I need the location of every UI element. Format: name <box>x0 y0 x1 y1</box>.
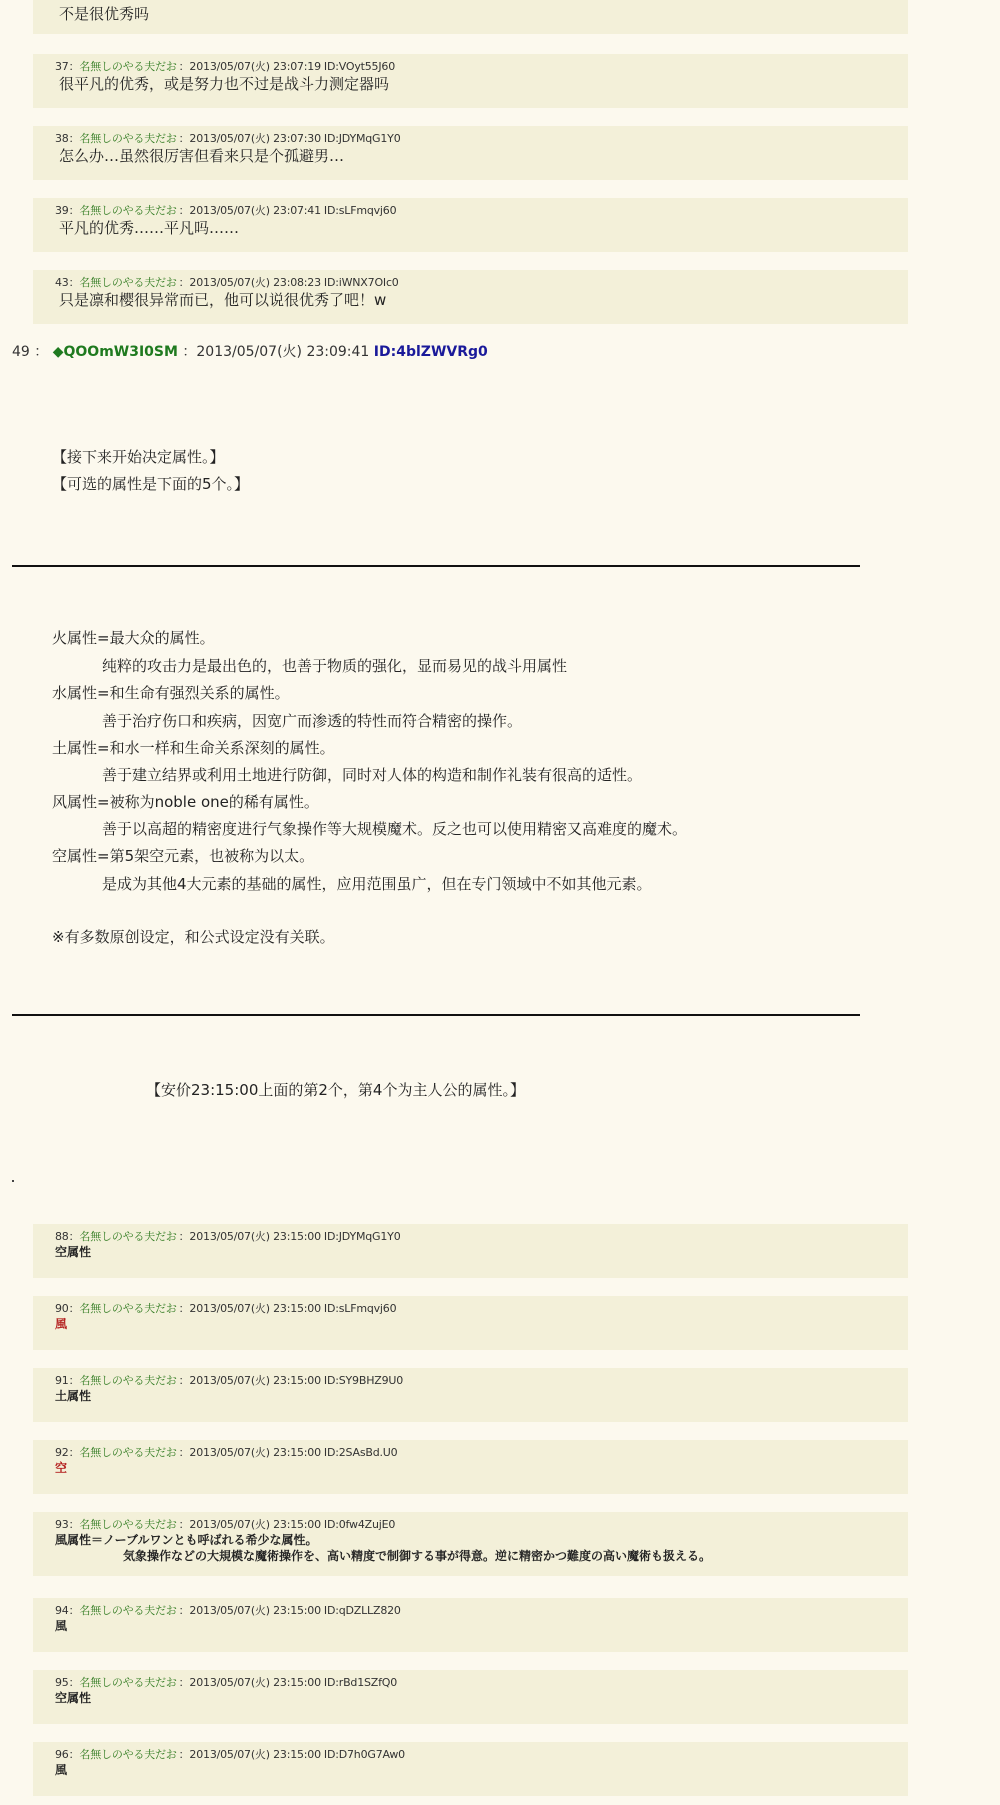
reply-timestamp: ：2013/05/07(火) 23:07:30 <box>178 132 321 145</box>
reply-author-name[interactable]: 名無しのやる夫だお <box>79 1604 177 1617</box>
fire-attribute: 火属性=最大众的属性。 <box>52 629 215 647</box>
reply-text-line: 土属性 <box>55 1389 92 1403</box>
sky-attribute-desc: 是成为其他4大元素的基础的属性，应用范围虽广，但在专门领域中不如其他元素。 <box>102 875 652 893</box>
reply-quote <box>33 1598 908 1652</box>
reply-id[interactable]: ID:VOyt55J60 <box>323 60 395 73</box>
reply-text <box>55 1388 908 1404</box>
reply-text: 不是很优秀吗 <box>59 5 150 23</box>
reply-id[interactable]: ID:rBd1SZfQ0 <box>323 1676 398 1689</box>
earth-attribute: 土属性=和水一样和生命关系深刻的属性。 <box>52 739 335 757</box>
reply-number: 37 <box>55 60 69 73</box>
reply-timestamp: ：2013/05/07(火) 23:15:00 <box>178 1518 321 1531</box>
post-timestamp: ：2013/05/07(火) 23:09:41 <box>182 344 370 360</box>
reply-separator: ： <box>68 1302 80 1315</box>
reply-id[interactable]: ID:iWNX7OIc0 <box>323 276 399 289</box>
reply-author-name[interactable]: 名無しのやる夫だお <box>79 1374 177 1387</box>
reply-author-name[interactable]: 名無しのやる夫だお <box>79 1676 177 1689</box>
reply-text-line: 很平凡的优秀，或是努力也不过是战斗力测定器吗 <box>59 75 390 93</box>
reply-separator: ： <box>68 1374 80 1387</box>
reply-id[interactable]: ID:SY9BHZ9U0 <box>323 1374 404 1387</box>
reply-quote <box>33 1224 908 1278</box>
reply-quote <box>33 1512 908 1576</box>
reply-timestamp: ：2013/05/07(火) 23:15:00 <box>178 1230 321 1243</box>
reply-text <box>55 1532 908 1564</box>
reply-text-line: 風 <box>55 1317 68 1331</box>
reply-author-name[interactable]: 名無しのやる夫だお <box>79 1302 177 1315</box>
reply-text <box>55 74 908 94</box>
reply-header <box>55 1598 908 1618</box>
reply-separator: ： <box>68 1604 80 1617</box>
reply-author-name[interactable]: 名無しのやる夫だお <box>79 276 177 289</box>
reply-number: 92 <box>55 1446 69 1459</box>
reply-quote-partial <box>33 0 908 34</box>
reply-timestamp: ：2013/05/07(火) 23:15:00 <box>178 1748 321 1761</box>
reply-id[interactable]: ID:JDYMqG1Y0 <box>323 132 401 145</box>
reply-number: 88 <box>55 1230 69 1243</box>
reply-header <box>55 126 908 146</box>
reply-number: 94 <box>55 1604 69 1617</box>
anka-line: 【安价23:15:00上面的第2个，第4个为主人公的属性。】 <box>146 1081 525 1099</box>
reply-text <box>55 290 908 310</box>
reply-timestamp: ：2013/05/07(火) 23:15:00 <box>178 1446 321 1459</box>
fire-attribute-desc: 纯粹的攻击力是最出色的，也善于物质的强化，显而易见的战斗用属性 <box>102 657 568 675</box>
post-author-trip[interactable]: ◆QOOmW3I0SM <box>52 344 178 360</box>
reply-timestamp: ：2013/05/07(火) 23:07:19 <box>178 60 321 73</box>
reply-header <box>55 1368 908 1388</box>
reply-separator: ： <box>68 276 80 289</box>
intro-line-1: 【接下来开始决定属性。】 <box>52 448 225 466</box>
reply-text <box>55 1244 908 1260</box>
wind-attribute-desc: 善于以高超的精密度进行气象操作等大规模魔术。反之也可以使用精密又高难度的魔术。 <box>102 820 688 838</box>
note-line: ※有多数原创设定，和公式设定没有关联。 <box>52 928 335 946</box>
reply-text <box>55 1762 908 1778</box>
reply-quote <box>33 1440 908 1494</box>
reply-separator: ： <box>68 1676 80 1689</box>
reply-header <box>55 198 908 218</box>
reply-number: 43 <box>55 276 69 289</box>
reply-author-name[interactable]: 名無しのやる夫だお <box>79 204 177 217</box>
intro-line-2: 【可选的属性是下面的5个。】 <box>52 475 250 493</box>
earth-attribute-desc: 善于建立结界或利用土地进行防御，同时对人体的构造和制作礼装有很高的适性。 <box>102 766 643 784</box>
reply-author-name[interactable]: 名無しのやる夫だお <box>79 132 177 145</box>
reply-author-name[interactable]: 名無しのやる夫だお <box>79 1446 177 1459</box>
reply-header <box>55 1224 908 1244</box>
reply-text-line: 怎么办…虽然很厉害但看来只是个孤避男… <box>59 147 345 165</box>
reply-separator: ： <box>68 1518 80 1531</box>
reply-timestamp: ：2013/05/07(火) 23:15:00 <box>178 1374 321 1387</box>
reply-timestamp: ：2013/05/07(火) 23:15:00 <box>178 1604 321 1617</box>
reply-id[interactable]: ID:0fw4ZujE0 <box>323 1518 396 1531</box>
reply-header <box>55 1296 908 1316</box>
reply-id[interactable]: ID:2SAsBd.U0 <box>323 1446 398 1459</box>
reply-number: 39 <box>55 204 69 217</box>
post-number: 49 ： <box>12 344 49 360</box>
reply-number: 95 <box>55 1676 69 1689</box>
reply-text-line: 空 <box>55 1461 68 1475</box>
reply-header <box>55 270 908 290</box>
reply-number: 91 <box>55 1374 69 1387</box>
reply-author-name[interactable]: 名無しのやる夫だお <box>79 60 177 73</box>
reply-text <box>55 1316 908 1332</box>
reply-author-name[interactable]: 名無しのやる夫だお <box>79 1518 177 1531</box>
reply-separator: ： <box>68 1748 80 1761</box>
reply-quote <box>33 1742 908 1796</box>
reply-text-line: 風 <box>55 1763 68 1777</box>
reply-separator: ： <box>68 132 80 145</box>
water-attribute-desc: 善于治疗伤口和疾病，因宽广而渗透的特性而符合精密的操作。 <box>102 712 523 730</box>
reply-id[interactable]: ID:qDZLLZ820 <box>323 1604 401 1617</box>
reply-quote <box>33 1670 908 1724</box>
reply-text-line: 只是凛和樱很异常而已，他可以说很优秀了吧！w <box>59 291 387 309</box>
reply-separator: ： <box>68 60 80 73</box>
reply-id[interactable]: ID:JDYMqG1Y0 <box>323 1230 401 1243</box>
reply-id[interactable]: ID:sLFmqvj60 <box>323 204 397 217</box>
reply-text <box>55 146 908 166</box>
water-attribute: 水属性=和生命有强烈关系的属性。 <box>52 684 290 702</box>
reply-quote <box>33 198 908 252</box>
reply-text <box>55 1690 908 1706</box>
reply-text <box>55 1460 908 1476</box>
reply-header <box>55 1512 908 1532</box>
reply-timestamp: ：2013/05/07(火) 23:15:00 <box>178 1676 321 1689</box>
dot-marker <box>12 1180 14 1182</box>
wind-attribute: 风属性=被称为noble one的稀有属性。 <box>52 793 319 811</box>
reply-text-line-2: 気象操作などの大規模な魔術操作を、高い精度で制御する事が得意。逆に精密かつ難度の高い魔術も扱える。 <box>123 1549 712 1563</box>
reply-header <box>55 54 908 74</box>
reply-author-name[interactable]: 名無しのやる夫だお <box>79 1230 177 1243</box>
reply-number: 93 <box>55 1518 69 1531</box>
reply-number: 90 <box>55 1302 69 1315</box>
reply-quote <box>33 126 908 180</box>
reply-separator: ： <box>68 204 80 217</box>
reply-text-line: 平凡的优秀……平凡吗…… <box>59 219 240 237</box>
reply-author-name[interactable]: 名無しのやる夫だお <box>79 1748 177 1761</box>
reply-id[interactable]: ID:sLFmqvj60 <box>323 1302 397 1315</box>
reply-header <box>55 1670 908 1690</box>
post-id[interactable]: ID:4blZWVRg0 <box>373 344 488 360</box>
reply-timestamp: ：2013/05/07(火) 23:08:23 <box>178 276 321 289</box>
reply-text-line: 空属性 <box>55 1691 92 1705</box>
reply-number: 38 <box>55 132 69 145</box>
reply-text <box>55 1618 908 1634</box>
reply-separator: ： <box>68 1230 80 1243</box>
reply-quote <box>33 1368 908 1422</box>
post-header <box>12 341 488 361</box>
reply-quote <box>33 270 908 324</box>
reply-quote <box>33 54 908 108</box>
sky-attribute: 空属性=第5架空元素，也被称为以太。 <box>52 847 315 865</box>
reply-text-line: 風 <box>55 1619 68 1633</box>
reply-text-line: 空属性 <box>55 1245 92 1259</box>
reply-separator: ： <box>68 1446 80 1459</box>
divider <box>12 565 860 567</box>
reply-id[interactable]: ID:D7h0G7Aw0 <box>323 1748 405 1761</box>
reply-timestamp: ：2013/05/07(火) 23:15:00 <box>178 1302 321 1315</box>
reply-text-line: 風属性＝ノーブルワンとも呼ばれる希少な属性。 <box>55 1533 318 1547</box>
reply-header <box>55 1742 908 1762</box>
divider <box>12 1014 860 1016</box>
reply-number: 96 <box>55 1748 69 1761</box>
reply-quote <box>33 1296 908 1350</box>
reply-header <box>55 1440 908 1460</box>
reply-timestamp: ：2013/05/07(火) 23:07:41 <box>178 204 321 217</box>
reply-text <box>55 218 908 238</box>
